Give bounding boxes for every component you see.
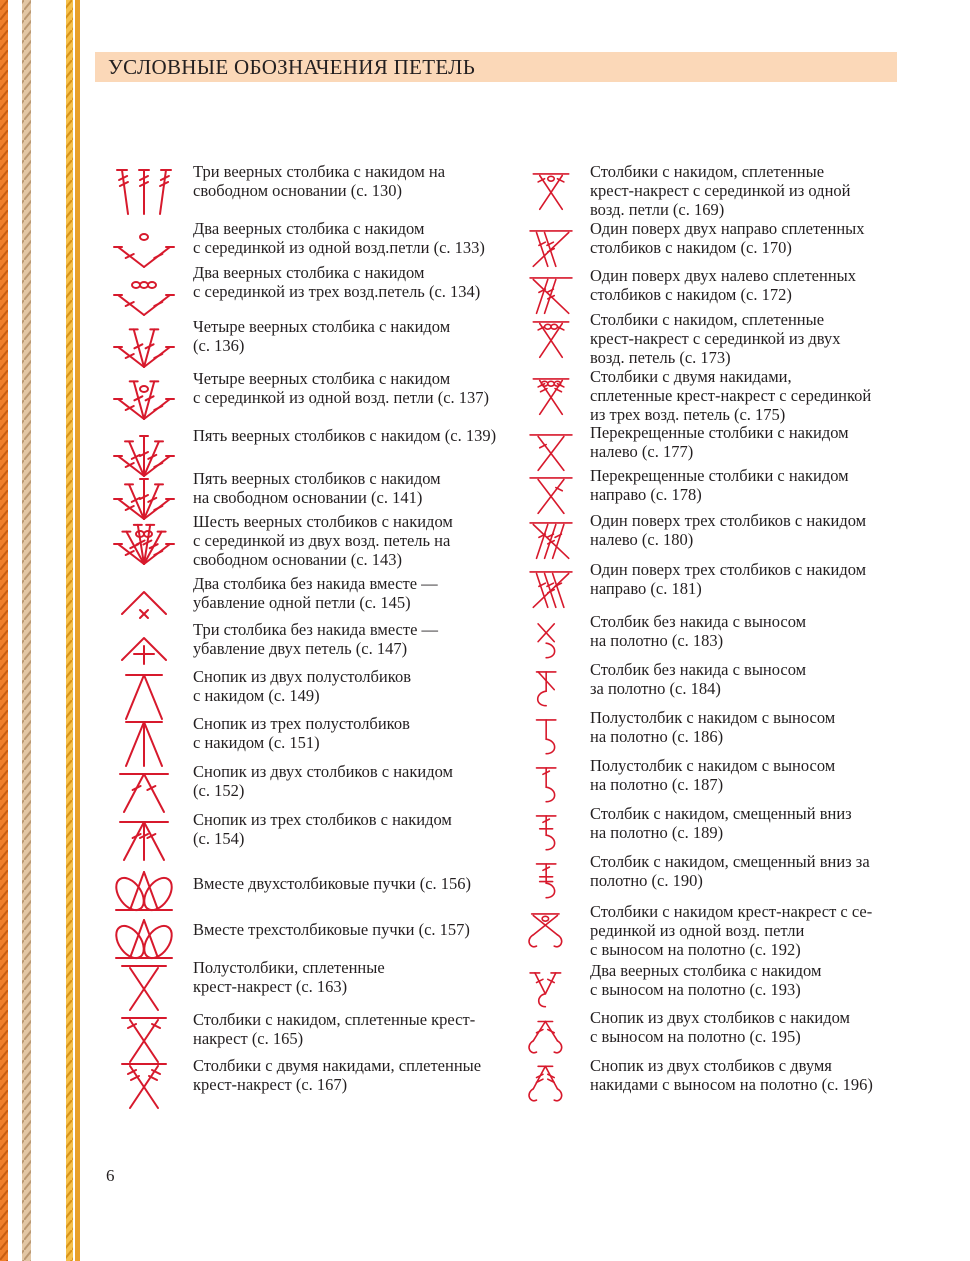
- fan-2-dc-ch3-icon: [108, 263, 180, 319]
- crossed-tr-ch3-icon: [522, 367, 580, 423]
- legend-entry-text: Шесть веерных столбиков с накидом с серединкой из двух возд. петель на свободном основании (с. 143): [193, 512, 453, 570]
- legend-entry-text: Вместе трехстолбиковые пучки (с. 157): [193, 920, 470, 939]
- legend-entry-text: Один поверх трех столбиков с накидом налево (с. 180): [590, 511, 867, 550]
- crossed-dc-ch2-icon: [522, 310, 580, 366]
- crossed-dc-ch1-icon: [522, 162, 580, 218]
- crossed-dc-post-icon: [522, 902, 580, 958]
- legend-entry-text: Один поверх трех столбиков с накидом направо (с. 181): [590, 560, 867, 599]
- page-number: 6: [106, 1166, 115, 1185]
- legend-entry-text: Снопик из двух столбиков с двумя накидами с выносом на полотно (с. 196): [590, 1056, 873, 1095]
- legend-entry-text: Снопик из двух столбиков с накидом с выносом на полотно (с. 195): [590, 1008, 850, 1047]
- legend-entry-text: Два веерных столбика с накидом с серединкой из трех возд.петель (с. 134): [193, 263, 481, 302]
- fan-4-dc-icon: [108, 315, 180, 371]
- legend-entry-text: Перекрещенные столбики с накидом направо (с. 178): [590, 466, 849, 505]
- tr2-cluster-post-icon: [522, 1056, 580, 1112]
- legend-entry-text: Два столбика без накида вместе — убавление одной петли (с. 145): [193, 574, 438, 613]
- fan-4-dc-ch1-icon: [108, 367, 180, 423]
- legend-entry-text: Столбики с накидом, сплетенные крест-накрест с серединкой из одной возд. петли (с. 169): [590, 162, 851, 220]
- legend-entry-text: Снопик из трех полустолбиков с накидом (с. 151): [193, 714, 410, 753]
- legend-entry-text: Три столбика без накида вместе — убавление двух петель (с. 147): [193, 620, 439, 659]
- dc-spike-front-2-icon: [522, 852, 580, 908]
- legend-entry-text: Столбик с накидом, смещенный вниз на полотно (с. 189): [590, 804, 852, 843]
- fan-3-dc-icon: [108, 162, 180, 218]
- one-over-three-left-icon: [522, 511, 580, 567]
- legend-entry-text: Столбики с двумя накидами, сплетенные крест-накрест (с. 167): [193, 1056, 482, 1095]
- crossed-hdc-icon: [108, 958, 180, 1014]
- legend-entry-text: Столбики с накидом, сплетенные крест- накрест (с. 165): [193, 1010, 476, 1049]
- legend-entry-text: Перекрещенные столбики с накидом налево (с. 177): [590, 423, 849, 462]
- legend-entry-text: Снопик из двух полустолбиков с накидом (с. 149): [193, 667, 411, 706]
- one-over-three-right-icon: [522, 560, 580, 616]
- legend-entry-text: Полустолбики, сплетенные крест-накрест (с. 163): [193, 958, 385, 997]
- legend-entry-text: Пять веерных столбиков с накидом (с. 139): [193, 426, 497, 445]
- legend-entry-text: Снопик из двух столбиков с накидом (с. 152): [193, 762, 453, 801]
- legend-entry-text: Снопик из трех столбиков с накидом (с. 154): [193, 810, 452, 849]
- legend-entry-text: Столбики с двумя накидами, сплетенные крест-накрест с серединкой из трех возд. петель (с. 175): [590, 367, 872, 425]
- legend-entry-text: Столбики с накидом крест-накрест с се- рединкой из одной возд. петли с выносом на полотно (с. 192): [590, 902, 873, 960]
- legend-entry-text: Один поверх двух налево сплетенных столбиков с накидом (с. 172): [590, 266, 856, 305]
- legend-entry-text: Вместе двухстолбиковые пучки (с. 156): [193, 874, 472, 893]
- legend-entry-text: Столбики с накидом, сплетенные крест-накрест с серединкой из двух возд. петель (с. 173): [590, 310, 841, 368]
- legend-entry-text: Столбик без накида с выносом за полотно (с. 184): [590, 660, 807, 699]
- legend-entry-text: Три веерных столбика с накидом на свободном основании (с. 130): [193, 162, 446, 201]
- legend-entry-text: Столбик без накида с выносом на полотно (с. 183): [590, 612, 807, 651]
- legend-entry-text: Столбик с накидом, смещенный вниз за полотно (с. 190): [590, 852, 870, 891]
- legend-entry-text: Два веерных столбика с накидом с выносом на полотно (с. 193): [590, 961, 822, 1000]
- legend-entry-text: Четыре веерных столбика с накидом (с. 136): [193, 317, 451, 356]
- fan-6-dc-icon: [108, 512, 180, 568]
- legend-entry-text: Два веерных столбика с накидом с серединкой из одной возд.петли (с. 133): [193, 219, 485, 258]
- page-title: УСЛОВНЫЕ ОБОЗНАЧЕНИЯ ПЕТЕЛЬ: [108, 55, 476, 79]
- decorative-cord-border: [0, 0, 85, 1261]
- legend-entry-text: Один поверх двух направо сплетенных столбиков с накидом (с. 170): [590, 219, 865, 258]
- dc3-cluster-icon: [108, 810, 180, 866]
- legend-entry-text: Четыре веерных столбика с накидом с серединкой из одной возд. петли (с. 137): [193, 369, 490, 408]
- crossed-tr-icon: [108, 1056, 180, 1112]
- legend-entry-text: Полустолбик с накидом с выносом на полотно (с. 187): [590, 756, 836, 795]
- legend-entry-text: Полустолбик с накидом с выносом на полотно (с. 186): [590, 708, 836, 747]
- legend-entry-text: Пять веерных столбиков с накидом на свободном основании (с. 141): [193, 469, 441, 508]
